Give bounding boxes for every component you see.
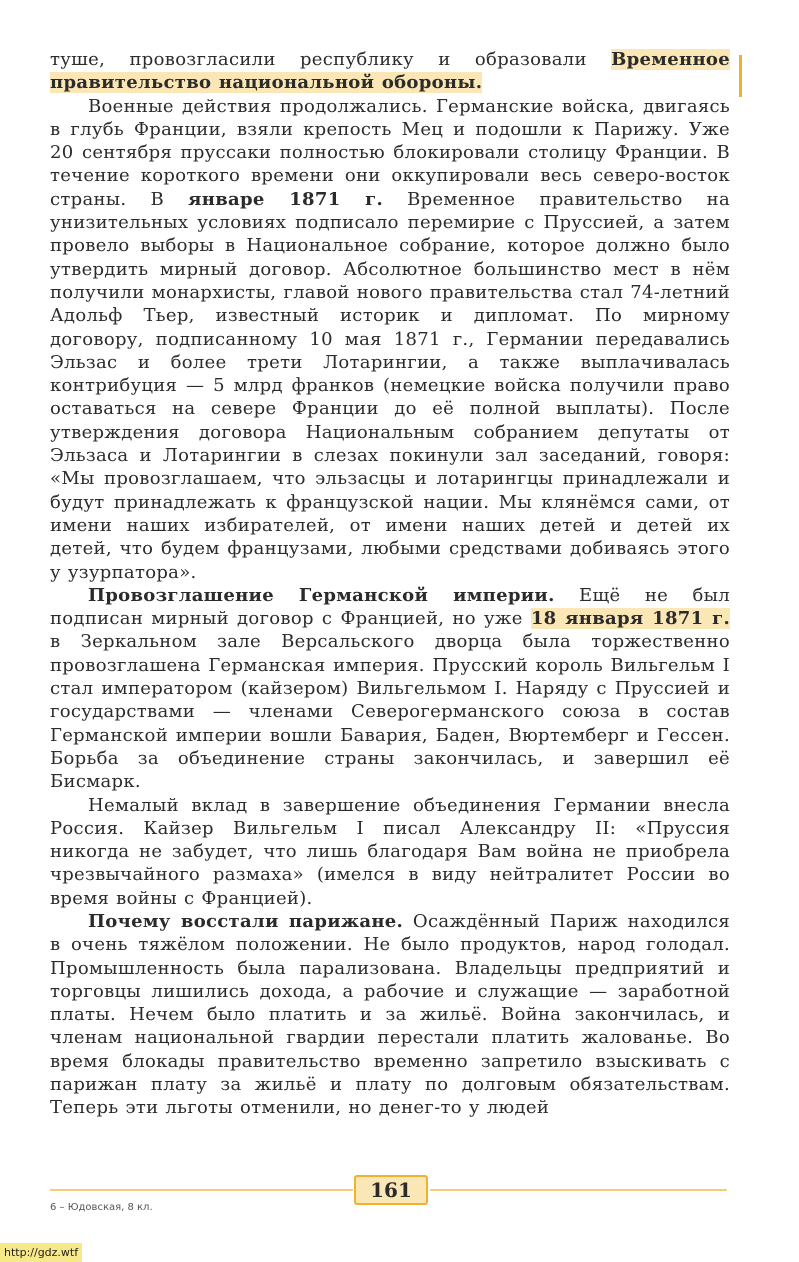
highlighted-term: 18 января 1871 г. [530,608,731,630]
highlighted-term: Временное правительство национальной обороны. [50,49,730,94]
margin-accent-bar [739,55,742,97]
paragraph [50,584,730,794]
footer-note: 6 – Юдовская, 8 кл. [50,1202,153,1213]
paragraph [50,95,730,584]
source-link[interactable]: http://gdz.wtf [0,1243,82,1262]
page-body [50,48,730,1120]
footer-rule-left [50,1189,353,1191]
text-run: Временное правительство на унизительных условиях подписало перемирие с Пруссией, а затем провело выборы в Национальное собрание, которое должно было утвердить мирный договор. Абсолютное большинство мест в нём получили монархисты, главой нового правительства стал 74-летний Адольф Тьер, известный историк и дипломат. По мирному договору, подписанному 10 мая 1871 г., Германии передавались Эльзас и более трети Лотарингии, а также выплачивалась контрибуция — 5 млрд франков (немецкие войска получили право оставаться на севере Франции до её полной выплаты). После утверждения договора Национальным собранием депутаты от Эльзаса и Лотарингии в слезах покинули зал заседаний, говоря: «Мы провозглашаем, что эльзасцы и лотарингцы принадлежали и будут принадлежать к французской нации. Мы клянёмся сами, от имени наших избирателей, от имени наших детей и детей их детей, что будем французами, любыми средствами добиваясь этого у узурпатора». [50,188,730,583]
footer-rule-right [430,1189,727,1191]
text-run: Военные действия продолжались. Германские войска, двигаясь в глубь Франции, взяли крепость Мец и подошли к Парижу. Уже 20 сентября пруссаки полностью блокировали столицу Франции. В течение короткого времени они оккупировали весь северо-восток страны. В [50,95,730,210]
text-run: туше, провозгласили республику и образовали [50,49,612,70]
bold-term: Провозглашение Германской империи. [88,584,555,606]
bold-term: Почему восстали парижане. [88,910,404,932]
text-run: в Зеркальном зале Версальского дворца была торжественно провозглашена Германская империя. Прусский король Вильгельм I стал императором (кайзером) Вильгельмом I. Наряду с Пруссией и государствами — членами Северогерманского союза в состав Германской империи вошли Бавария, Баден, Вюртемберг и Гессен. Борьба за объединение страны закончилась, и завершил её Бисмарк. [50,631,730,793]
text-run: Осаждённый Париж находился в очень тяжёлом положении. Не было продуктов, народ голодал. Промышленность была парализована. Владельцы предприятий и торговцы лишились дохода, а рабочие и служащие — заработной платы. Нечем было платить и за жильё. Война закончилась, и членам национальной гвардии перестали платить жалованье. Во время блокады правительство временно запретило взыскивать с парижан плату за жильё и плату по долговым обязательствам. Теперь эти льготы отменили, но денег-то у людей [50,910,730,1119]
page-number: 161 [354,1175,428,1205]
text-run: Ещё не был подписан мирный договор с Францией, но уже [50,584,731,630]
text-run: Немалый вклад в завершение объединения Германии внесла Россия. Кайзер Вильгельм I писал Александру II: «Пруссия никогда не забудет, что лишь благодаря Вам война не приобрела чрезвычайного размаха» (имелся в виду нейтралитет России во время войны с Францией). [50,794,730,909]
paragraph [50,794,730,910]
paragraph [50,48,730,95]
bold-term: январе 1871 г. [188,188,384,210]
paragraph [50,910,730,1120]
